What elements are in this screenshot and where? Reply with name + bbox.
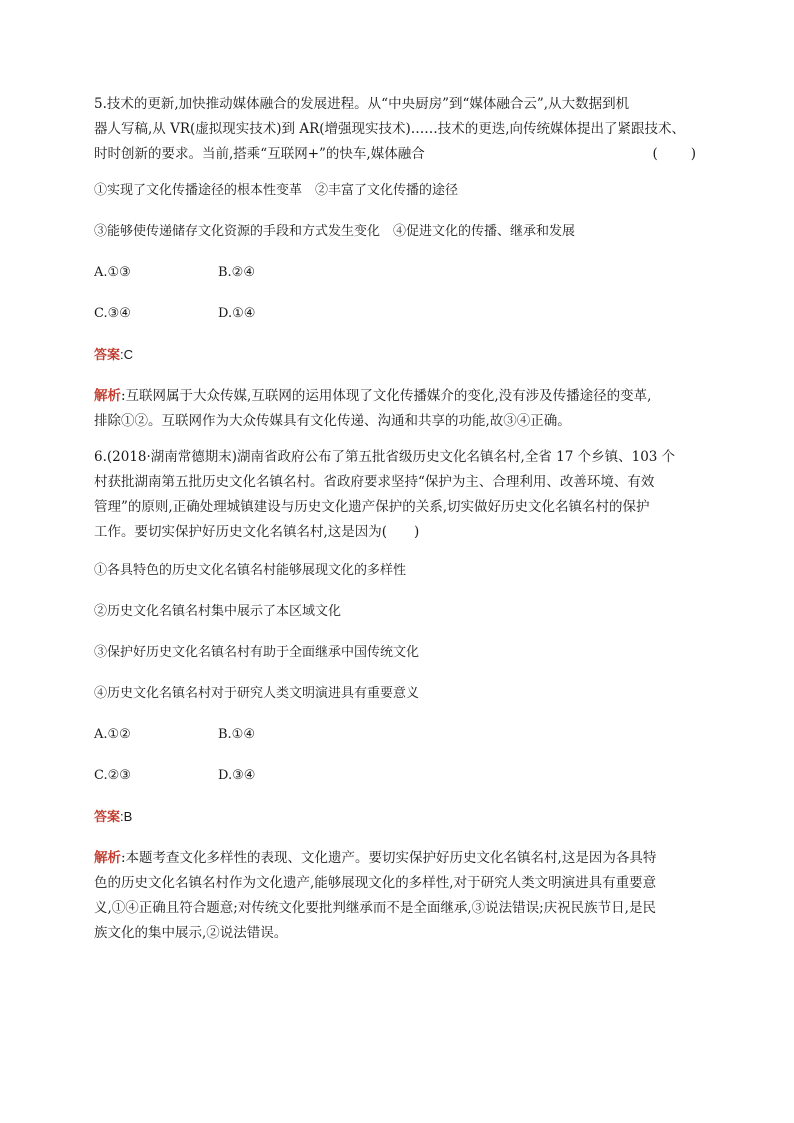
q5-choices-row-1 <box>94 263 710 283</box>
q6-answer-value: :B <box>120 809 133 824</box>
q5-choice-b: B.②④ <box>218 265 255 280</box>
q6-explanation <box>94 845 710 946</box>
q6-choice-d: D.③④ <box>218 768 256 783</box>
q5-choice-d: D.①④ <box>218 306 256 321</box>
q6-choice-c: C.②③ <box>94 768 131 783</box>
q5-stem-line-1: 5.技术的更新,加快推动媒体融合的发展进程。从“中央厨房”到“媒体融合云”,从大数据到机 <box>94 96 630 112</box>
q5-stem-line-3: 时时创新的要求。当前,搭乘“互联网+”的快车,媒体融合 <box>94 146 425 162</box>
question-5 <box>94 92 710 434</box>
q6-stem <box>94 445 710 545</box>
q6-answer-label: 答案 <box>94 809 121 824</box>
q5-answer <box>94 345 710 366</box>
q6-choices-row-2 <box>94 766 710 786</box>
q6-stem-line-2: 村获批湖南第五批历史文化名镇名村。省政府要求坚持“保护为主、合理利用、改善环境、有效 <box>94 474 655 490</box>
q6-option-4: ④历史文化名镇名村对于研究人类文明演进具有重要意义 <box>94 686 420 701</box>
q5-explanation-line-2: 排除①②。互联网作为大众传媒具有文化传递、沟通和共享的功能,故③④正确。 <box>94 413 571 429</box>
q6-stem-line-4: 工作。要切实保护好历史文化名镇名村,这是因为( ) <box>94 524 420 540</box>
q6-explanation-label: 解析 <box>94 850 121 865</box>
q5-choices-row-2 <box>94 304 710 324</box>
q6-choice-b: B.①④ <box>218 727 255 742</box>
q6-option-1: ①各具特色的历史文化名镇名村能够展现文化的多样性 <box>94 563 407 578</box>
q5-choice-c: C.③④ <box>94 306 131 321</box>
q6-explanation-line-4: 族文化的集中展示,②说法错误。 <box>94 925 288 941</box>
q5-stem-line-2: 器人写稿,从 VR(虚拟现实技术)到 AR(增强现实技术)……技术的更迭,向传统媒体提出了紧跟技术、 <box>94 121 686 137</box>
q5-answer-label: 答案 <box>94 347 121 362</box>
q6-stem-line-1: 6.(2018·湖南常德期末)湖南省政府公布了第五批省级历史文化名镇名村,全省 17 个乡镇、103 个 <box>94 449 676 465</box>
q6-explanation-line-3: 义,①④正确且符合题意;对传统文化要批判继承而不是全面继承,③说法错误;庆祝民族节日,是民 <box>94 900 656 916</box>
q6-option-2: ②历史文化名镇名村集中展示了本区域文化 <box>94 604 342 619</box>
document-page <box>94 92 710 946</box>
q5-choice-a: A.①③ <box>94 265 131 280</box>
q5-answer-value: :C <box>120 347 134 362</box>
q5-explanation <box>94 383 710 434</box>
q6-choice-a: A.①② <box>94 727 131 742</box>
q6-explanation-line-1: :本题考查文化多样性的表现、文化遗产。要切实保护好历史文化名镇名村,这是因为各具特 <box>121 850 657 866</box>
q6-explanation-line-2: 色的历史文化名镇名村作为文化遗产,能够展现文化的多样性,对于研究人类文明演进具有重要意 <box>94 875 657 891</box>
q5-option-line-1: ①实现了文化传播途径的根本性变革 ②丰富了文化传播的途径 <box>94 183 459 198</box>
q5-explanation-label: 解析 <box>94 388 121 403</box>
q5-explanation-line-1: :互联网属于大众传媒,互联网的运用体现了文化传播媒介的变化,没有涉及传播途径的变革, <box>121 388 652 404</box>
q5-answer-blank: ( ) <box>652 146 698 162</box>
q6-answer <box>94 807 710 828</box>
q6-stem-line-3: 管理”的原则,正确处理城镇建设与历史文化遗产保护的关系,切实做好历史文化名镇名村的保护 <box>94 499 650 515</box>
question-6 <box>94 445 710 946</box>
q6-choices-row-1 <box>94 725 710 745</box>
q5-option-line-2: ③能够使传递储存文化资源的手段和方式发生变化 ④促进文化的传播、继承和发展 <box>94 224 576 239</box>
q6-option-3: ③保护好历史文化名镇名村有助于全面继承中国传统文化 <box>94 645 420 660</box>
q5-stem <box>94 92 710 167</box>
